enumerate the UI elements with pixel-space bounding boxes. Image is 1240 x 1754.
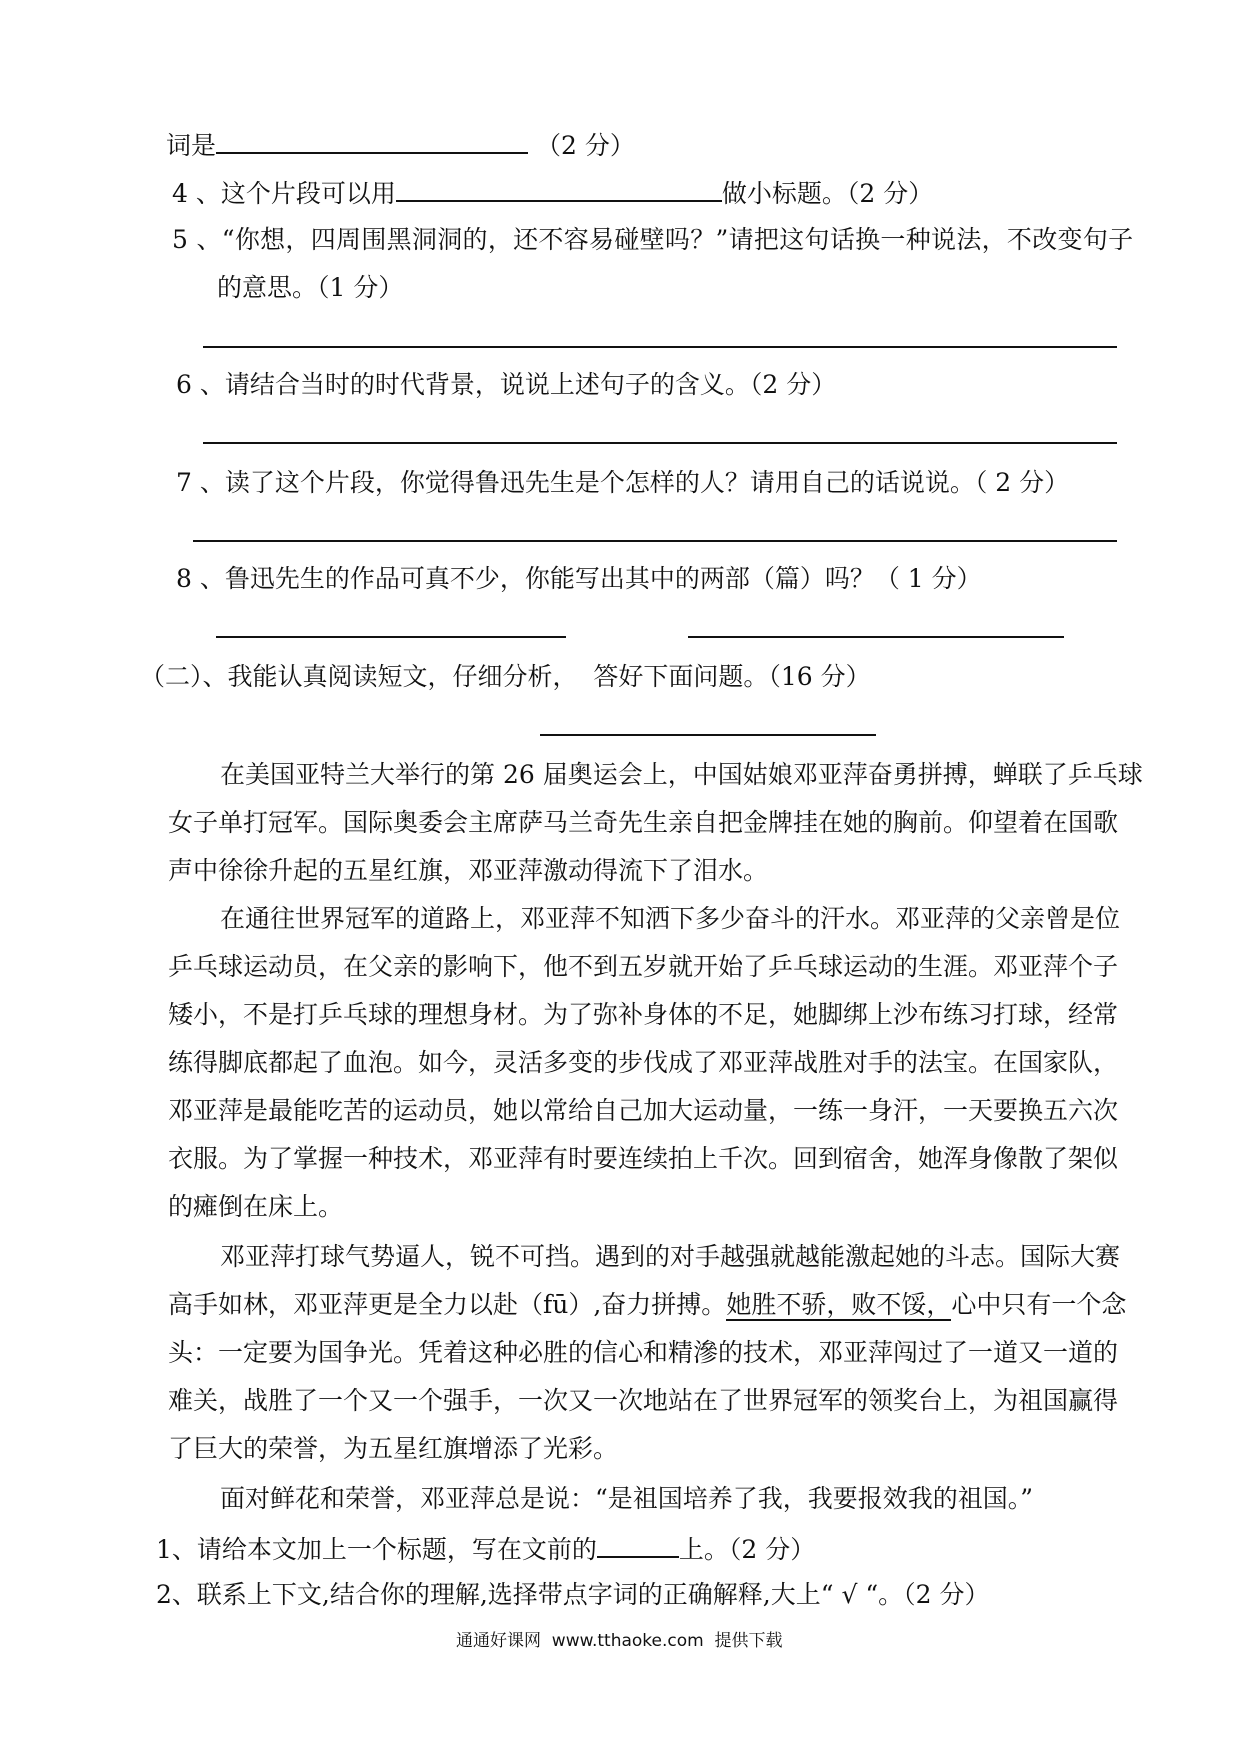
q8-answer-line-2[interactable] xyxy=(688,636,1064,638)
q4-prefix: 4 、这个片段可以用 xyxy=(172,179,396,208)
question-8: 8 、鲁迅先生的作品可真不少，你能写出其中的两部（篇）吗？（ 1 分） xyxy=(176,564,982,593)
question-5-line2: 的意思。（1 分） xyxy=(217,273,404,302)
passage-p1-l2: 女子单打冠军。国际奥委会主席萨马兰奇先生亲自把金牌挂在她的胸前。仰望着在国歌 xyxy=(168,808,1119,837)
passage-p3-l2-b: 心中只有一个念 xyxy=(951,1290,1127,1319)
q4-answer-blank[interactable] xyxy=(396,176,722,202)
q5-answer-line[interactable] xyxy=(203,346,1117,348)
question-5-line1: 5 、“你想，四周围黑洞洞的，还不容易碰壁吗？”请把这句话换一种说法，不改变句子 xyxy=(172,225,1134,254)
passage-p2-l5: 邓亚萍是最能吃苦的运动员，她以常给自己加大运动量，一练一身汗，一天要换五六次 xyxy=(168,1096,1119,1125)
passage-p2-l3: 矮小，不是打乒乓球的理想身材。为了弥补身体的不足，她脚绑上沙布练习打球，经常 xyxy=(168,1000,1119,1029)
passage-p2-l7: 的瘫倒在床上。 xyxy=(168,1192,344,1221)
passage-p3-l2-a: 高手如林，邓亚萍更是全力以赴（fū）,奋力拼搏。 xyxy=(168,1290,727,1319)
question-4 xyxy=(172,176,933,209)
q7-answer-line[interactable] xyxy=(193,540,1117,542)
s2-q1-prefix: 1、请给本文加上一个标题，写在文前的 xyxy=(156,1535,597,1564)
s2-q1-blank[interactable] xyxy=(597,1532,679,1558)
q4-suffix: 做小标题。（2 分） xyxy=(721,179,934,208)
q3-continuation xyxy=(166,128,635,161)
q3-prefix: 词是 xyxy=(166,131,217,160)
passage-p2-l4: 练得脚底都起了血泡。如今，灵活多变的步伐成了邓亚萍战胜对手的法宝。在国家队， xyxy=(168,1048,1119,1077)
s2-question-1 xyxy=(156,1532,815,1565)
passage-p1-l1: 在美国亚特兰大举行的第 26 届奥运会上，中国姑娘邓亚萍奋勇拼搏，蝉联了乒乓球 xyxy=(220,760,1143,789)
passage-p1-l3: 声中徐徐升起的五星红旗，邓亚萍激动得流下了泪水。 xyxy=(168,856,769,885)
passage-p3-l2 xyxy=(168,1290,1126,1320)
passage-p4: 面对鲜花和荣誉，邓亚萍总是说：“是祖国培养了我，我要报效我的祖国。” xyxy=(220,1484,1034,1513)
q6-answer-line[interactable] xyxy=(203,442,1117,444)
passage-title-blank[interactable] xyxy=(540,734,876,736)
question-6: 6 、请结合当时的时代背景，说说上述句子的含义。（2 分） xyxy=(176,370,837,399)
q8-answer-line-1[interactable] xyxy=(216,636,566,638)
passage-p3-l5: 了巨大的荣誉，为五星红旗增添了光彩。 xyxy=(168,1434,619,1463)
section-2-heading: （二）、我能认真阅读短文，仔细分析， 答好下面问题。（16 分） xyxy=(140,662,871,691)
s2-q1-suffix: 上。（2 分） xyxy=(678,1535,816,1564)
passage-p2-l2: 乒乓球运动员，在父亲的影响下，他不到五岁就开始了乒乓球运动的生涯。邓亚萍个子 xyxy=(168,952,1119,981)
q3-answer-blank[interactable] xyxy=(216,128,528,154)
underlined-phrase: 她胜不骄，败不馁， xyxy=(726,1290,952,1319)
passage-p3-l3: 头：一定要为国争光。凭着这种必胜的信心和精滲的技术，邓亚萍闯过了一道又一道的 xyxy=(168,1338,1119,1367)
s2-question-2: 2、联系上下文,结合你的理解,选择带点字词的正确解释,大上“ √ “。（2 分） xyxy=(156,1580,990,1609)
question-7: 7 、读了这个片段，你觉得鲁迅先生是个怎样的人？请用自己的话说说。（ 2 分） xyxy=(176,468,1070,497)
passage-p2-l6: 衣服。为了掌握一种技术，邓亚萍有时要连续拍上千次。回到宿舍，她浑身像散了架似 xyxy=(168,1144,1119,1173)
passage-p2-l1: 在通往世界冠军的道路上，邓亚萍不知洒下多少奋斗的汗水。邓亚萍的父亲曾是位 xyxy=(220,904,1121,933)
q3-points: （2 分） xyxy=(535,131,635,160)
passage-p3-l4: 难关，战胜了一个又一个强手，一次又一次地站在了世界冠军的领奖台上，为祖国赢得 xyxy=(168,1386,1119,1415)
passage-p3-l1: 邓亚萍打球气势逼人，锐不可挡。遇到的对手越强就越能激起她的斗志。国际大赛 xyxy=(220,1242,1121,1271)
footer-credit: 通通好课网 www.tthaoke.com 提供下载 xyxy=(456,1631,783,1651)
